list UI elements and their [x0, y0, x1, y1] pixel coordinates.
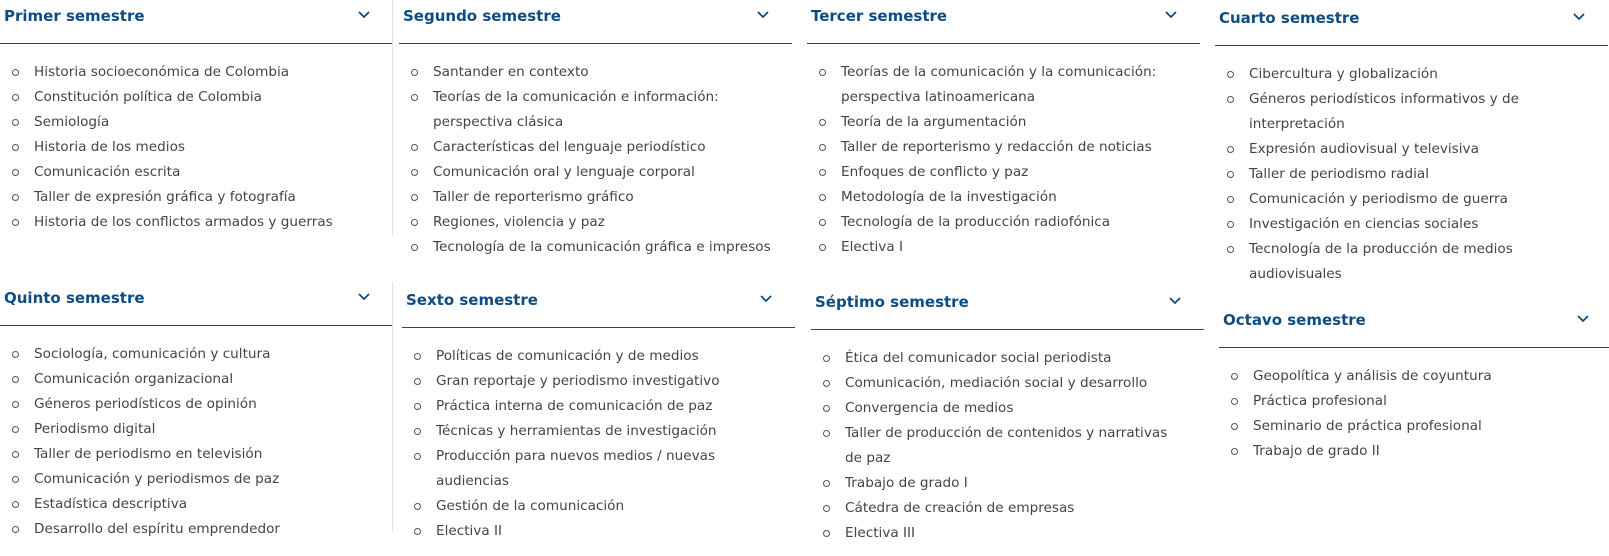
course-item: Cibercultura y globalización [1249, 62, 1608, 87]
course-item: Historia de los medios [34, 135, 393, 160]
course-item: Taller de producción de contenidos y narrativas de paz [845, 421, 1185, 471]
course-item: Comunicación y periodismo de guerra [1249, 187, 1608, 212]
semester-body-8 [1219, 348, 1609, 464]
semester-body-1 [0, 44, 393, 236]
semester-panel-1 [0, 0, 393, 236]
course-item: Práctica interna de comunicación de paz [436, 394, 795, 419]
course-item: Seminario de práctica profesional [1253, 414, 1609, 439]
course-item: Práctica profesional [1253, 389, 1609, 414]
semester-header-4[interactable] [1215, 2, 1608, 46]
course-item: Taller de expresión gráfica y fotografía [34, 185, 393, 210]
course-item: Expresión audiovisual y televisiva [1249, 137, 1608, 162]
course-item: Características del lenguaje periodístico [433, 135, 792, 160]
semester-title: Octavo semestre [1223, 310, 1366, 329]
course-list [0, 60, 393, 235]
semester-header-5[interactable] [0, 282, 393, 326]
course-item: Tecnología de la comunicación gráfica e impresos [433, 235, 792, 260]
course-item: Tecnología de la producción de medios audiovisuales [1249, 237, 1589, 287]
course-item: Santander en contexto [433, 60, 792, 85]
chevron-down-icon[interactable] [756, 10, 770, 20]
semester-title: Tercer semestre [811, 6, 948, 25]
course-item: Trabajo de grado I [845, 471, 1204, 496]
course-item: Cátedra de creación de empresas [845, 496, 1204, 521]
course-item: Electiva II [436, 519, 795, 544]
semester-panel-6 [402, 284, 795, 544]
course-item: Convergencia de medios [845, 396, 1204, 421]
course-item: Taller de periodismo radial [1249, 162, 1608, 187]
course-item: Periodismo digital [34, 417, 393, 442]
semester-header-2[interactable] [399, 0, 792, 44]
course-item: Geopolítica y análisis de coyuntura [1253, 364, 1609, 389]
semester-header-3[interactable] [807, 0, 1200, 44]
course-list [811, 346, 1204, 546]
course-item: Teoría de la argumentación [841, 110, 1200, 135]
course-item: Historia de los conflictos armados y guerras [34, 210, 393, 235]
chevron-down-icon[interactable] [1164, 10, 1178, 20]
semester-panel-8 [1219, 304, 1609, 464]
course-item: Enfoques de conflicto y paz [841, 160, 1200, 185]
semester-body-3 [807, 44, 1200, 260]
semester-header-8[interactable] [1219, 304, 1609, 348]
semester-header-7[interactable] [811, 286, 1204, 330]
course-item: Producción para nuevos medios / nuevas audiencias [436, 444, 795, 494]
semester-panel-2 [399, 0, 792, 260]
course-item: Comunicación organizacional [34, 367, 393, 392]
course-item: Políticas de comunicación y de medios [436, 344, 795, 369]
chevron-down-icon[interactable] [759, 294, 773, 304]
semester-body-2 [399, 44, 792, 260]
course-item: Historia socioeconómica de Colombia [34, 60, 393, 85]
course-item: Ética del comunicador social periodista [845, 346, 1204, 371]
course-item: Géneros periodísticos informativos y de interpretación [1249, 87, 1589, 137]
course-item: Regiones, violencia y paz [433, 210, 792, 235]
chevron-down-icon[interactable] [357, 10, 371, 20]
course-item: Gestión de la comunicación [436, 494, 795, 519]
course-item: Desarrollo del espíritu emprendedor [34, 517, 393, 542]
semester-body-6 [402, 328, 795, 544]
semester-title: Primer semestre [4, 6, 145, 25]
semester-body-5 [0, 326, 393, 537]
semester-panel-4 [1215, 2, 1608, 287]
course-item: Técnicas y herramientas de investigación [436, 419, 795, 444]
course-list [0, 342, 393, 542]
course-item: Taller de reporterismo y redacción de noticias [841, 135, 1200, 160]
semester-header-1[interactable] [0, 0, 393, 44]
semester-body-7 [811, 330, 1204, 546]
semester-panel-7 [811, 286, 1204, 546]
semester-panel-5 [0, 282, 393, 537]
semester-title: Quinto semestre [4, 288, 145, 307]
semester-body-4 [1215, 46, 1608, 287]
chevron-down-icon[interactable] [1576, 314, 1590, 324]
semester-panel-3 [807, 0, 1200, 260]
semester-header-6[interactable] [402, 284, 795, 328]
course-item: Comunicación escrita [34, 160, 393, 185]
course-item: Gran reportaje y periodismo investigativo [436, 369, 795, 394]
course-item: Metodología de la investigación [841, 185, 1200, 210]
course-item: Electiva III [845, 521, 1204, 546]
course-item: Teorías de la comunicación e información: perspectiva clásica [433, 85, 733, 135]
chevron-down-icon[interactable] [1168, 296, 1182, 306]
course-list [807, 60, 1200, 260]
chevron-down-icon[interactable] [357, 292, 371, 302]
course-item: Trabajo de grado II [1253, 439, 1609, 464]
course-item: Taller de periodismo en televisión [34, 442, 393, 467]
course-item: Estadística descriptiva [34, 492, 393, 517]
course-item: Géneros periodísticos de opinión [34, 392, 393, 417]
course-item: Tecnología de la producción radiofónica [841, 210, 1200, 235]
course-list [1215, 62, 1608, 287]
course-item: Comunicación y periodismos de paz [34, 467, 393, 492]
course-item: Sociología, comunicación y cultura [34, 342, 393, 367]
semester-title: Sexto semestre [406, 290, 538, 309]
course-item: Taller de reporterismo gráfico [433, 185, 792, 210]
semester-title: Séptimo semestre [815, 292, 969, 311]
course-item: Constitución política de Colombia [34, 85, 393, 110]
course-list [399, 60, 792, 260]
course-list [402, 344, 795, 544]
semester-title: Segundo semestre [403, 6, 561, 25]
course-item: Investigación en ciencias sociales [1249, 212, 1608, 237]
course-item: Semiología [34, 110, 393, 135]
course-item: Electiva I [841, 235, 1200, 260]
course-item: Comunicación, mediación social y desarrollo [845, 371, 1204, 396]
chevron-down-icon[interactable] [1572, 12, 1586, 22]
semester-title: Cuarto semestre [1219, 8, 1360, 27]
course-item: Teorías de la comunicación y la comunicación: perspectiva latinoamericana [841, 60, 1171, 110]
course-list [1219, 364, 1609, 464]
course-item: Comunicación oral y lenguaje corporal [433, 160, 792, 185]
